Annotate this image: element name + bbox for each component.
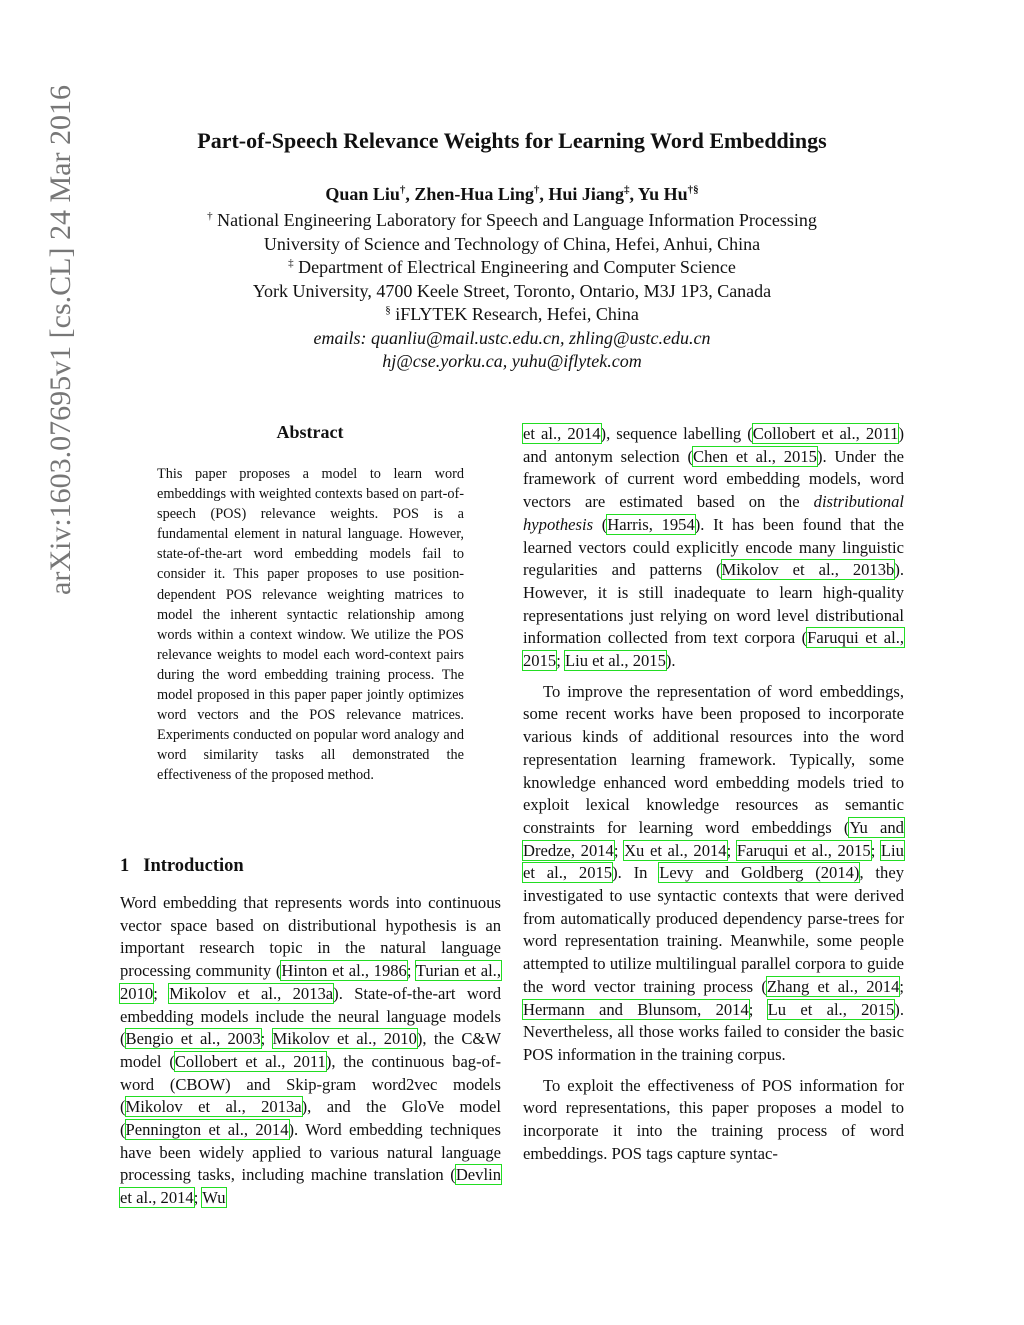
section-heading: 1 Introduction <box>120 856 244 876</box>
citation-link[interactable]: Faruqui et al., 2015 <box>523 628 904 671</box>
affiliation-line: University of Science and Technology of China, Hefei, Anhui, China <box>263 234 761 254</box>
paragraph: To exploit the effectiveness of POS information for word representations, this paper proposes a model to incorporate it into the training process of word embeddings. POS tags capture syntac- <box>523 1075 904 1163</box>
author-name: Zhen-Hua Ling <box>414 184 534 204</box>
citation-link[interactable]: Wu <box>202 1188 226 1208</box>
citation-link[interactable]: Collobert et al., 2011 <box>752 424 899 443</box>
left-column <box>120 892 501 1210</box>
citation-link[interactable]: Mikolov et al., 2013a <box>125 1097 302 1117</box>
affiliation-line: ‡ Department of Electrical Engineering and Computer Science <box>288 257 736 277</box>
citation-link[interactable]: Levy and Goldberg (2014) <box>659 863 860 883</box>
affiliation-line: † National Engineering Laboratory for Speech and Language Information Processing <box>207 210 817 230</box>
citation-link[interactable]: Collobert et al., 2011 <box>174 1051 326 1071</box>
citation-link[interactable]: Yu and Dredze, 2014 <box>523 817 904 860</box>
author-name: Hui Jiang <box>548 184 624 204</box>
paragraph: To improve the representation of word embeddings, some recent works have been proposed to incorporate various kinds of additional resources into the word representation learning framework. Typically, some knowledge enhanced word embedding models tried to exploit lexical knowledge resources as semantic constraints for learning word embeddings (Yu and Dredze, 2014; Xu et al., 2014; Faruqui et al., 2015; Liu et al., 2015). In Levy and Goldberg (2014), they investigated to use syntactic contexts that were derived from automatically produced dependency parse-trees for word representation training. Meanwhile, some people attempted to utilize multilingual parallel corpora to guide the word vector training process (Zhang et al., 2014; Hermann and Blunsom, 2014; Lu et al., 2015). Nevertheless, all those works failed to consider the basic POS information in the training corpus. <box>523 681 905 1064</box>
author-name: Yu Hu <box>637 184 688 204</box>
citation-link[interactable]: Chen et al., 2015 <box>693 446 817 466</box>
paper-title: Part-of-Speech Relevance Weights for Learning Word Embeddings <box>197 128 827 153</box>
abstract-heading: Abstract <box>276 422 344 442</box>
citation-link[interactable]: Xu et al., 2014 <box>624 840 727 860</box>
citation-link[interactable]: Bengio et al., 2003 <box>125 1029 261 1049</box>
arxiv-identifier: arXiv:1603.07695v1 [cs.CL] 24 Mar 2016 <box>44 85 77 595</box>
paragraph: Word embedding that represents words into continuous vector space based on distributional hypothesis is an important research topic in the natural language processing community (Hinton et al., 1986; Turian et al., 2010; Mikolov et al., 2013a). State-of-the-art word embedding models include the neural language models (Bengio et al., 2003; Mikolov et al., 2010), the C&W model (Collobert et al., 2011), the continuous bag-of-word (CBOW) and Skip-gram word2vec models (Mikolov et al., 2013a), and the GloVe model (Pennington et al., 2014). Word embedding techniques have been widely applied to various natural language processing tasks, including machine translation (Devlin et al., 2014; Wu <box>120 893 501 1208</box>
citation-link[interactable]: Turian et al., 2010 <box>120 961 501 1003</box>
citation-link[interactable]: Lu et al., 2015 <box>767 999 895 1019</box>
citation-link[interactable]: Faruqui et al., 2015 <box>736 840 871 860</box>
abstract-body: This paper proposes a model to learn word embeddings with weighted contexts based on part-of-speech (POS) relevance weights. POS is a fundamental element in natural language. However, state-of-the-art word embedding models fail to consider it. This paper proposes to use position-dependent POS relevance weighting matrices to model the inherent syntactic relationship among words within a context window. We utilize the POS relevance weights to model each word-context pairs during the word embedding training process. The model proposed in this paper paper jointly optimizes word vectors and the POS relevance matrices. Experiments conducted on popular word analogy and word similarity tasks all demonstrated the effectiveness of the proposed method. <box>157 466 464 784</box>
citation-link[interactable]: Mikolov et al., 2010 <box>272 1029 417 1049</box>
right-column <box>523 423 904 1166</box>
author-name: Quan Liu <box>325 184 400 204</box>
citation-link[interactable]: Hermann and Blunsom, 2014 <box>523 999 749 1019</box>
citation-link[interactable]: Pennington et al., 2014 <box>125 1120 289 1140</box>
email-line: hj@cse.yorku.ca, yuhu@iflytek.com <box>382 351 642 371</box>
citation-link[interactable]: Liu et al., 2015 <box>564 651 666 671</box>
citation-link[interactable]: Hinton et al., 1986 <box>281 961 407 981</box>
citation-link[interactable]: Zhang et al., 2014 <box>766 976 900 996</box>
citation-link[interactable]: Mikolov et al., 2013a <box>169 983 334 1003</box>
citation-link[interactable]: Liu et al., 2015 <box>523 840 904 883</box>
affiliation-line: § iFLYTEK Research, Hefei, China <box>385 304 639 324</box>
citation-link[interactable]: Harris, 1954 <box>607 514 695 534</box>
author-list: Quan Liu†, Zhen-Hua Ling†, Hui Jiang‡, Yu Hu†§ <box>325 184 699 204</box>
affiliation-line: York University, 4700 Keele Street, Toronto, Ontario, M3J 1P3, Canada <box>252 281 772 301</box>
paragraph: et al., 2014), sequence labelling (Collobert et al., 2011) and antonym selection (Chen et al., 2015). Under the framework of current word embedding models, word vectors are estimated based on the distributional hypothesis (Harris, 1954). It has been found that the learned vectors could explicitly encode many linguistic regularities and patterns (Mikolov et al., 2013b). However, it is still inadequate to learn high-quality representations just relying on word level distributional information collected from text corpora (Faruqui et al., 2015; Liu et al., 2015). <box>523 424 905 671</box>
citation-link[interactable]: et al., 2014 <box>523 424 601 443</box>
citation-link[interactable]: Devlin et al., 2014 <box>120 1165 501 1208</box>
email-line: emails: quanliu@mail.ustc.edu.cn, zhling@ustc.edu.cn <box>313 328 711 348</box>
citation-link[interactable]: Mikolov et al., 2013b <box>721 560 895 580</box>
